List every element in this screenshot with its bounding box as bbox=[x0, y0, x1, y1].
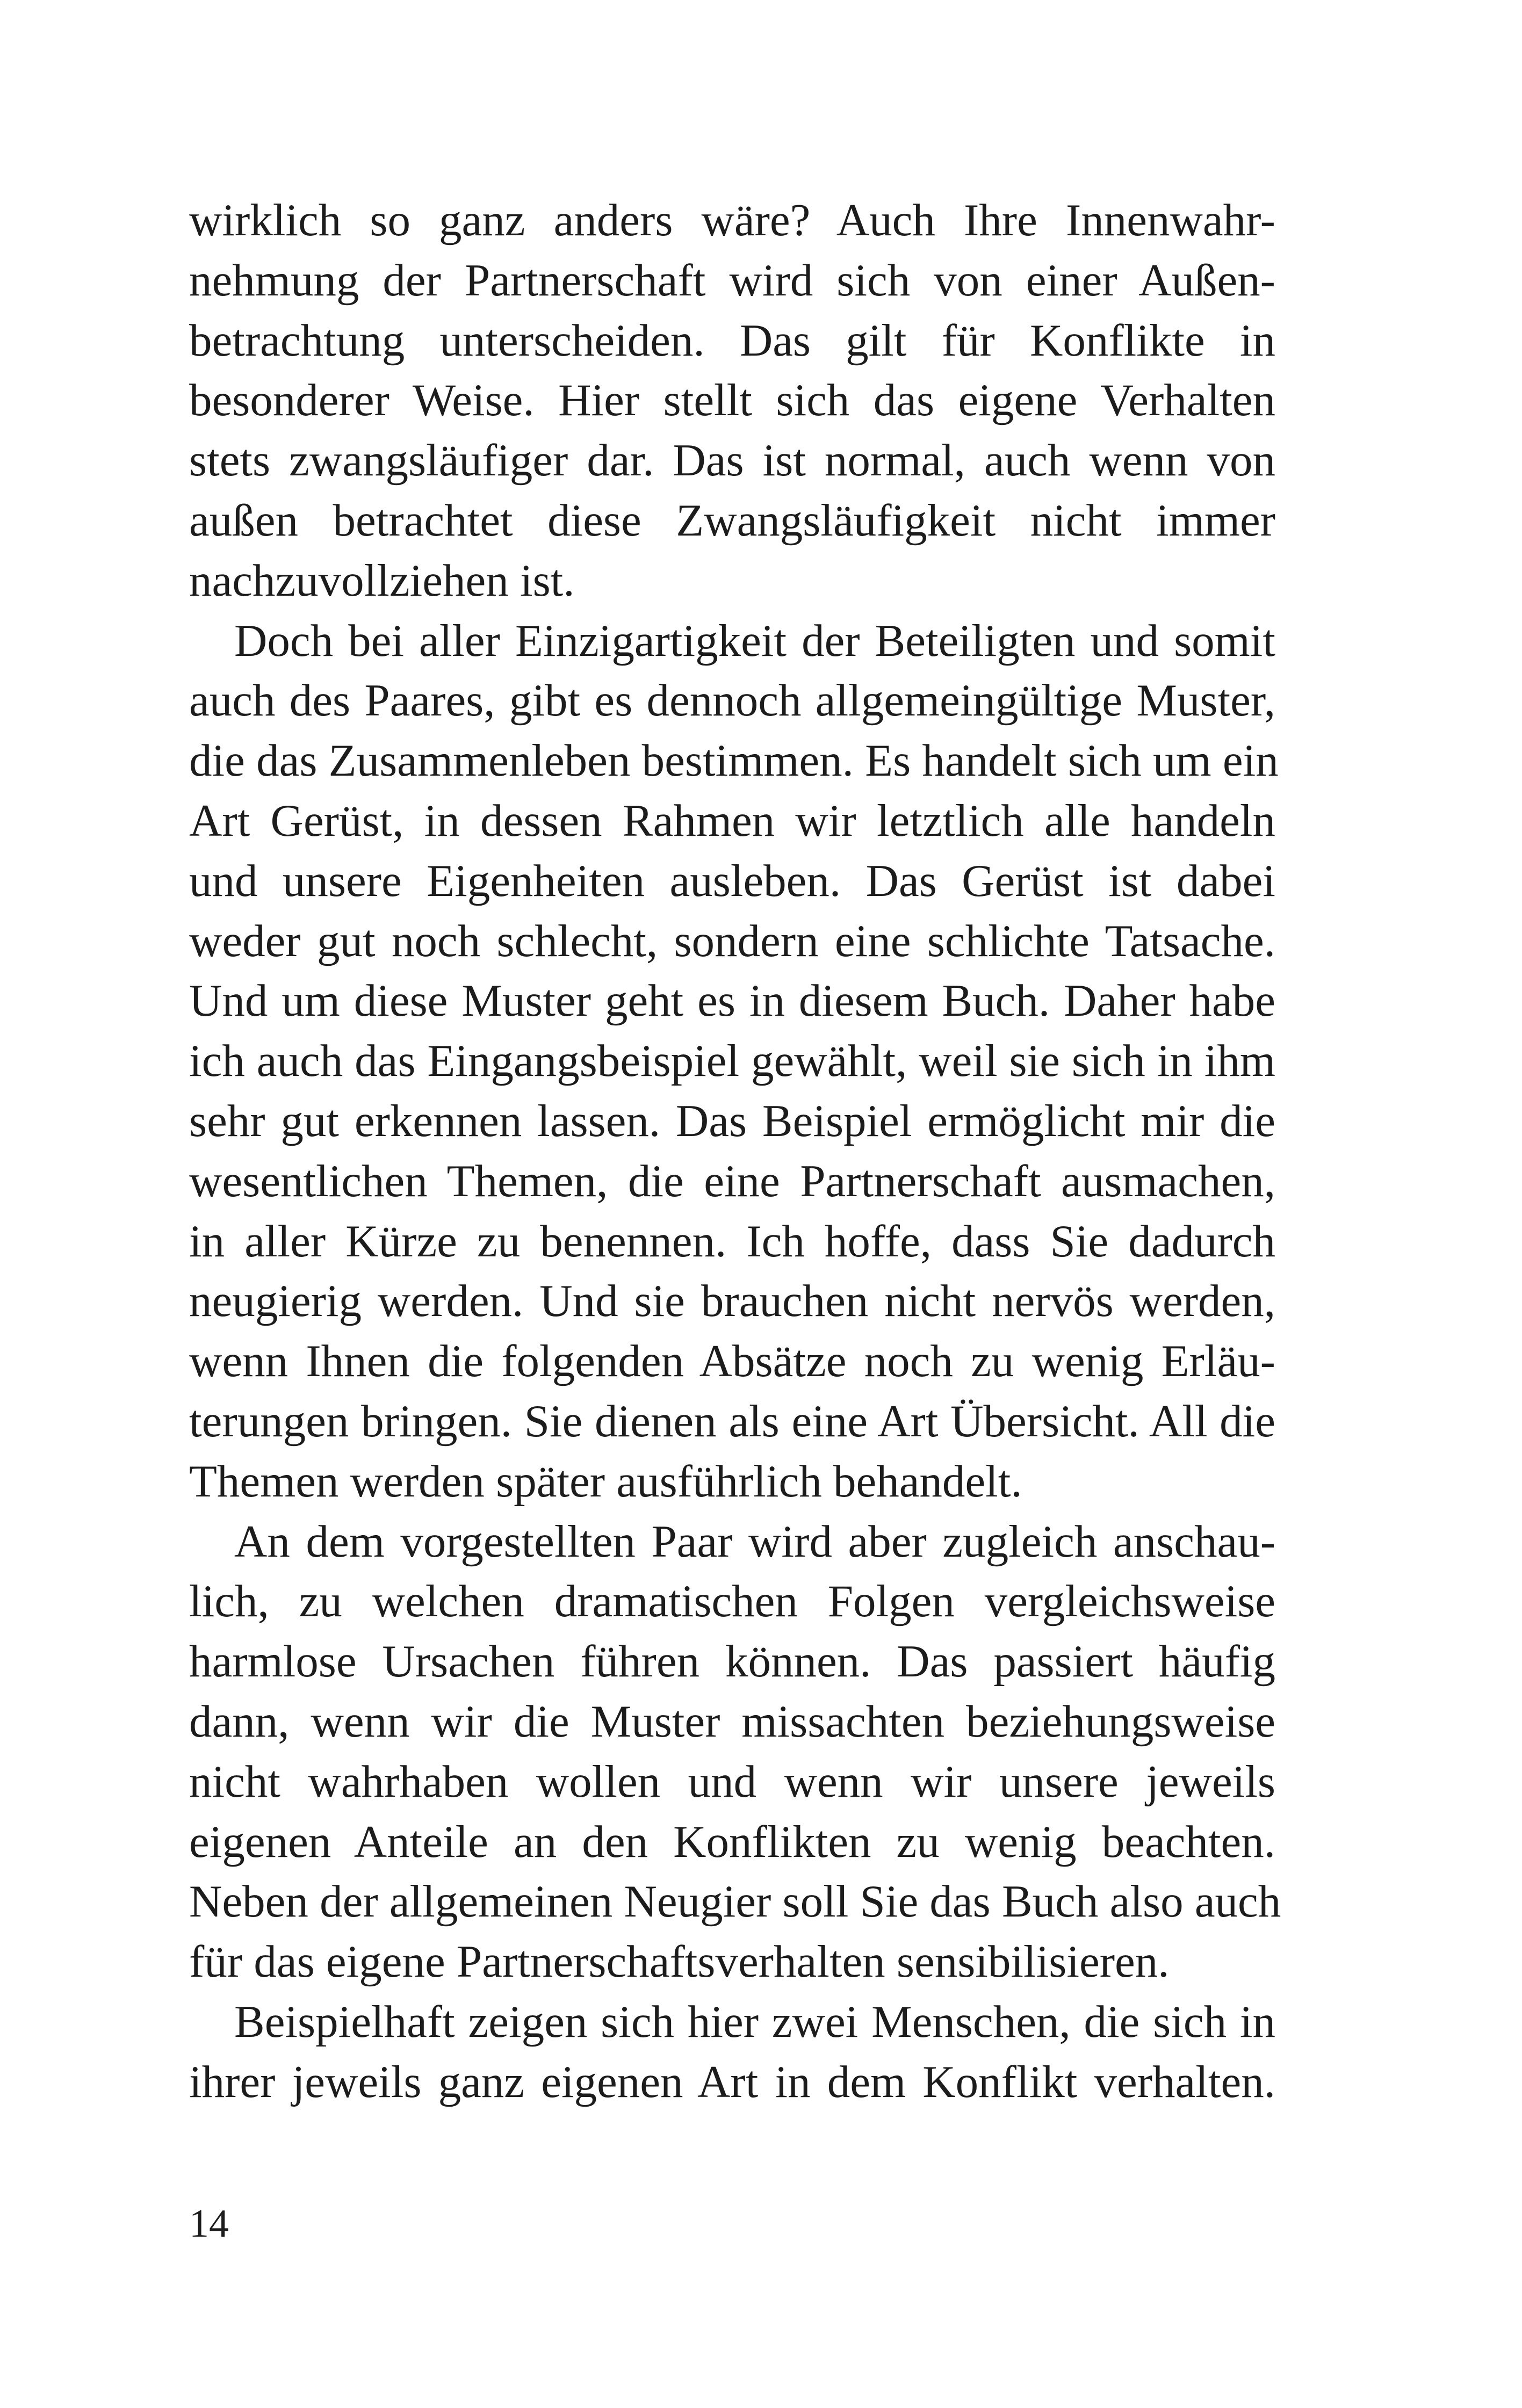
text-line: und unsere Eigenheiten ausleben. Das Gerüst ist dabei bbox=[189, 855, 1275, 906]
text-line: Beispielhaft zeigen sich hier zwei Menschen, die sich in bbox=[234, 1996, 1275, 2047]
paragraph-2 bbox=[189, 611, 1279, 1512]
paragraph-4 bbox=[189, 1992, 1275, 2113]
text-line: betrachtung unterscheiden. Das gilt für Konflikte in bbox=[189, 315, 1275, 366]
text-line: lich, zu welchen dramatischen Folgen vergleichsweise bbox=[189, 1576, 1275, 1627]
page-number: 14 bbox=[189, 2202, 229, 2246]
text-line: Neben der allgemeinen Neugier soll Sie das Buch also auch bbox=[189, 1876, 1281, 1927]
text-line: außen betrachtet diese Zwangsläufigkeit nicht immer bbox=[189, 495, 1275, 546]
text-line: sehr gut erkennen lassen. Das Beispiel ermöglicht mir die bbox=[189, 1095, 1275, 1146]
text-line: Doch bei aller Einzigartigkeit der Beteiligten und somit bbox=[234, 615, 1275, 666]
text-line: stets zwangsläufiger dar. Das ist normal, auch wenn von bbox=[189, 435, 1275, 486]
text-line: auch des Paares, gibt es dennoch allgemeingültige Muster, bbox=[189, 675, 1275, 726]
text-line: Und um diese Muster geht es in diesem Buch. Daher habe bbox=[189, 975, 1275, 1026]
text-line: nachzuvollziehen ist. bbox=[189, 555, 575, 606]
text-line: neugierig werden. Und sie brauchen nicht nervös werden, bbox=[189, 1276, 1275, 1327]
text-line: für das eigene Partnerschaftsverhalten sensibilisieren. bbox=[189, 1936, 1170, 1987]
text-line: harmlose Ursachen führen können. Das passiert häufig bbox=[189, 1636, 1275, 1687]
paragraph-1 bbox=[189, 191, 1275, 611]
text-line: ihrer jeweils ganz eigenen Art in dem Konflikt verhalten. bbox=[189, 2056, 1275, 2107]
text-line: wirklich so ganz anders wäre? Auch Ihre Innenwahr- bbox=[189, 195, 1275, 245]
text-line: ich auch das Eingangsbeispiel gewählt, weil sie sich in ihm bbox=[189, 1036, 1275, 1087]
text-line: eigenen Anteile an den Konflikten zu wenig beachten. bbox=[189, 1816, 1275, 1867]
text-line: Themen werden später ausführlich behandelt. bbox=[189, 1456, 1022, 1507]
text-line: dann, wenn wir die Muster missachten beziehungsweise bbox=[189, 1696, 1275, 1747]
text-line: besonderer Weise. Hier stellt sich das eigene Verhalten bbox=[189, 375, 1275, 426]
text-line: nehmung der Partnerschaft wird sich von einer Außen- bbox=[189, 255, 1275, 306]
text-line: Art Gerüst, in dessen Rahmen wir letztlich alle handeln bbox=[189, 795, 1275, 846]
paragraph-3 bbox=[189, 1512, 1281, 1992]
text-line: nicht wahrhaben wollen und wenn wir unsere jeweils bbox=[189, 1756, 1275, 1807]
text-line: terungen bringen. Sie dienen als eine Art Übersicht. All die bbox=[189, 1395, 1275, 1447]
text-line: wenn Ihnen die folgenden Absätze noch zu wenig Erläu- bbox=[189, 1336, 1275, 1387]
text-line: An dem vorgestellten Paar wird aber zugleich anschau- bbox=[234, 1516, 1275, 1567]
text-line: wesentlichen Themen, die eine Partnerschaft ausmachen, bbox=[189, 1155, 1275, 1206]
text-line: in aller Kürze zu benennen. Ich hoffe, dass Sie dadurch bbox=[189, 1216, 1275, 1267]
text-line: weder gut noch schlecht, sondern eine schlichte Tatsache. bbox=[189, 915, 1275, 966]
body-text bbox=[189, 191, 1281, 2113]
text-line: die das Zusammenleben bestimmen. Es handelt sich um ein bbox=[189, 735, 1279, 786]
